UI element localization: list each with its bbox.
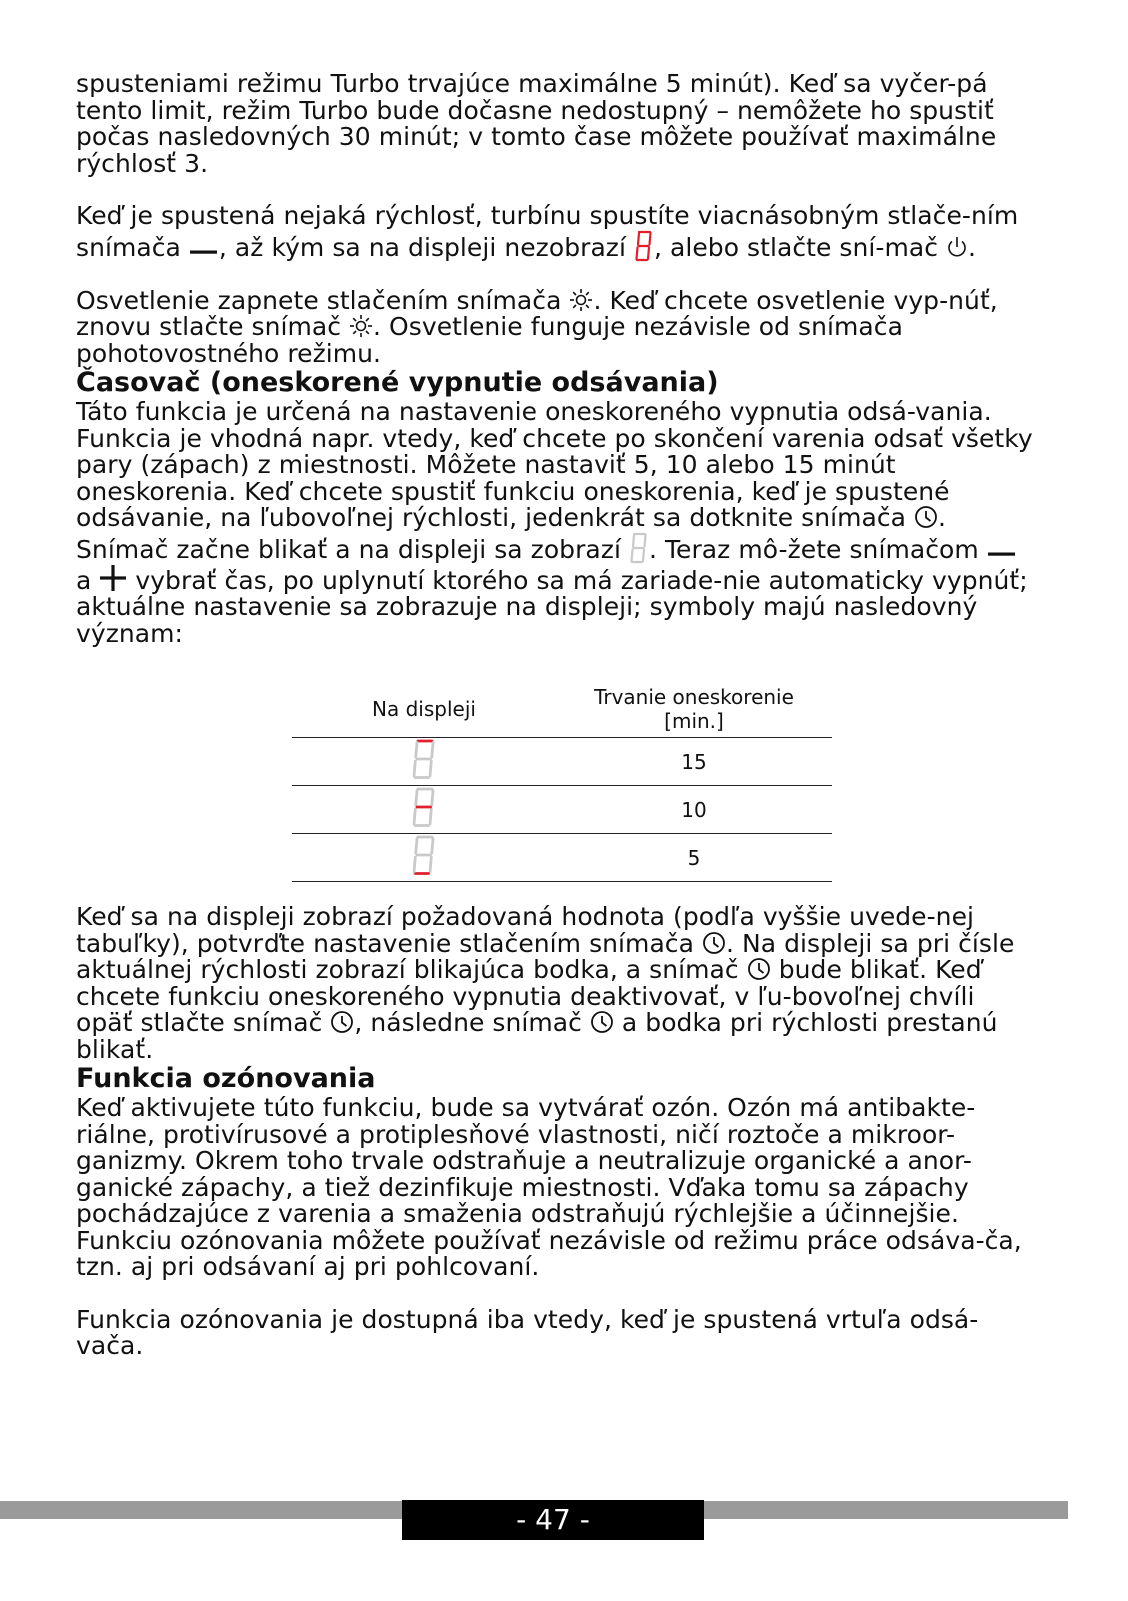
text-span: . Na displeji sa pri čísle aktuálnej rýchlosti zobrazí blikajúca bodka, a snímač: [76, 928, 1015, 984]
text-span: a bodka pri rýchlosti prestanú blikať.: [76, 1008, 998, 1064]
minus-icon: [189, 245, 219, 259]
minutes-cell: 10: [556, 786, 832, 834]
header-display: Na displeji: [292, 685, 556, 738]
text-span: .: [968, 232, 977, 262]
seven-segment-digit-icon: [411, 786, 437, 828]
clock-icon: [702, 931, 726, 955]
clock-icon: [914, 505, 938, 529]
heading-ozone: Funkcia ozónovania: [76, 1063, 376, 1094]
light-icon: [569, 288, 593, 312]
paragraph-timer-confirm: [76, 904, 1036, 1063]
paragraph-ozone: Keď aktivujete túto funkciu, bude sa vytvárať ozón. Ozón má antibakte-riálne, protivírusové a protiplesňové vlastnosti, ničí roztoče a mikroor-ganizmy. Okrem toho trvale odstraňuje a neutralizuje organické a anor-ganické zápachy, a tiež dezinfikuje miestnosti. Vďaka tomu sa zápachy pochádzajúce z varenia a smaženia odstraňujú rýchlejšie a účinnejšie. Funkciu ozónovania môžete používať nezávisle od režimu práce odsáva-ča, tzn. aj pri odsávaní aj pri pohlcovaní.: [76, 1093, 1022, 1281]
seven-segment-digit-icon: [411, 738, 437, 780]
paragraph-ozone-availability: Funkcia ozónovania je dostupná iba vtedy, keď je spustená vrtuľa odsá-vača.: [76, 1304, 979, 1360]
paragraph-lighting: [76, 285, 1036, 368]
paragraph-turbo-start: [76, 203, 1036, 262]
text-span: vybrať čas, po uplynutí ktorého sa má zariade-nie automaticky vypnúť; aktuálne nastavenie sa zobrazuje na displeji; symboly majú nasledovný význam:: [76, 565, 1028, 648]
header-duration-line2: [min.]: [664, 709, 724, 733]
page-content: [76, 71, 1036, 1360]
table-row: [292, 834, 832, 882]
text-span: Keď je spustená nejaká rýchlosť, turbínu spustíte viacnásobným stlače-ním snímača: [76, 201, 1019, 262]
minus-icon: [987, 547, 1017, 561]
delay-table: [292, 685, 832, 882]
clock-icon: [747, 957, 771, 981]
clock-icon: [330, 1010, 354, 1034]
header-duration: [556, 685, 832, 738]
power-icon: [946, 235, 968, 259]
heading-timer: Časovač (oneskorené vypnutie odsávania): [76, 367, 719, 398]
table-header-row: [292, 685, 832, 738]
seven-segment-digit-icon: [634, 230, 654, 262]
text-span: Keď sa na displeji zobrazí požadovaná hodnota (podľa vyššie uvede-nej tabuľky), potvrďte nastavenie stlačením snímača: [76, 902, 974, 958]
text-span: , alebo stlačte sní-mač: [653, 232, 947, 262]
text-span: , následne snímač: [354, 1008, 590, 1037]
text-span: a: [76, 565, 100, 595]
paragraph-timer: [76, 399, 1036, 647]
minutes-cell: 5: [556, 834, 832, 882]
text-span: Osvetlenie zapnete stlačením snímača: [76, 285, 570, 315]
table-row: [292, 786, 832, 834]
light-icon: [349, 314, 373, 338]
text-span: , až kým sa na displeji nezobrazí: [218, 232, 634, 262]
text-span: bude blikať. Keď chcete funkciu oneskoreného vypnutia deaktivovať, v ľu-bovoľnej chvíli opäť stlačte snímač: [76, 955, 982, 1037]
paragraph-turbo-limit: spusteniami režimu Turbo trvajúce maximálne 5 minút). Keď sa vyčer-pá tento limit, režim Turbo bude dočasne nedostupný – nemôžete ho spustiť počas nasledovných 30 minút; v tomto čase môžete používať maximálne rýchlosť 3.: [76, 69, 997, 178]
text-span: . Keď chcete osvetlenie vyp-núť, znovu stlačte snímač: [76, 285, 998, 341]
delay-table-wrapper: [292, 685, 832, 882]
text-span: . Snímač začne blikať a na displeji sa zobrazí: [76, 503, 947, 564]
display-cell: [292, 738, 556, 786]
table-row: [292, 738, 832, 786]
display-cell: [292, 834, 556, 882]
plus-icon: [99, 564, 127, 592]
page-number: - 47 -: [402, 1500, 704, 1540]
text-span: . Osvetlenie funguje nezávisle od snímača pohotovostného režimu.: [76, 312, 903, 368]
minutes-cell: 15: [556, 738, 832, 786]
display-cell: [292, 786, 556, 834]
seven-segment-digit-icon: [629, 532, 649, 564]
text-span: Táto funkcia je určená na nastavenie oneskoreného vypnutia odsá-vania. Funkcia je vhodná napr. vtedy, keď chcete po skončení varenia odsať všetky pary (zápach) z miestnosti. Môžete nastaviť 5, 10 alebo 15 minút oneskorenia. Keď chcete spustiť funkciu oneskorenia, keď je spustené odsávanie, na ľubovoľnej rýchlosti, jedenkrát sa dotknite snímača: [76, 397, 1033, 532]
text-span: . Teraz mô-žete snímačom: [648, 534, 987, 564]
clock-icon: [590, 1010, 614, 1034]
seven-segment-digit-icon: [411, 834, 437, 876]
header-duration-line1: Trvanie oneskorenie: [594, 685, 794, 709]
